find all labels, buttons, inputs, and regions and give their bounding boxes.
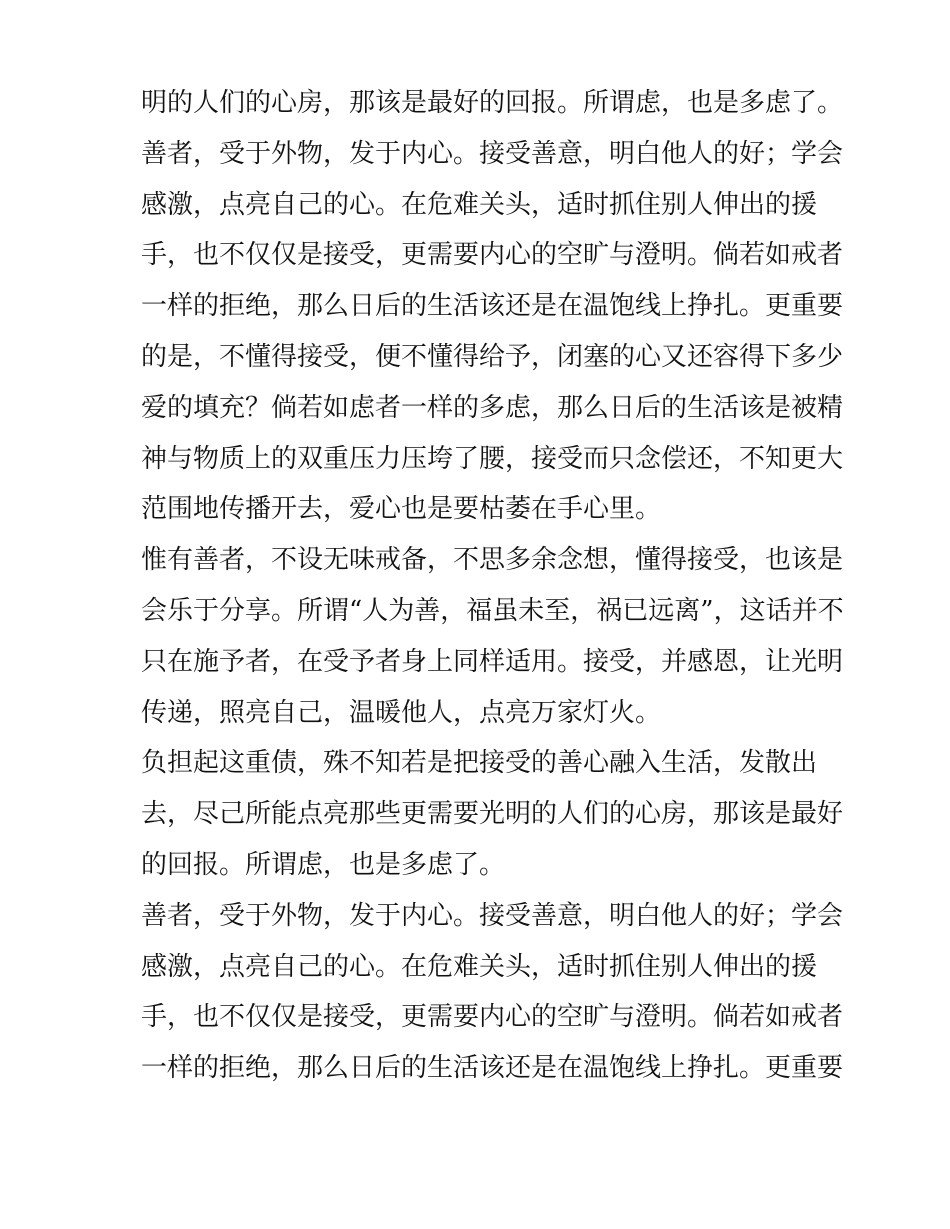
text-line: 感激，点亮自己的心。在危难关头，适时抓住别人伸出的援 [141, 189, 818, 220]
text-line: 去，尽己所能点亮那些更需要光明的人们的心房，那该是最好 [141, 799, 844, 830]
text-line: 善者，受于外物，发于内心。接受善意，明白他人的好；学会 [141, 138, 844, 169]
text-line: 负担起这重债，殊不知若是把接受的善心融入生活，发散出 [141, 748, 818, 779]
text-line: 善者，受于外物，发于内心。接受善意，明白他人的好；学会 [141, 900, 844, 931]
text-line: 只在施予者，在受予者身上同样适用。接受，并感恩，让光明 [141, 646, 844, 677]
text-line: 的是，不懂得接受，便不懂得给予，闭塞的心又还容得下多少 [141, 341, 844, 372]
text-line: 一样的拒绝，那么日后的生活该还是在温饱线上挣扎。更重要 [141, 1053, 844, 1084]
text-line: 惟有善者，不设无味戒备，不思多余念想，懂得接受，也该是 [141, 545, 844, 576]
text-line: 神与物质上的双重压力压垮了腰，接受而只念偿还，不知更大 [141, 443, 844, 474]
text-line: 传递，照亮自己，温暖他人，点亮万家灯火。 [141, 697, 662, 728]
text-line: 手，也不仅仅是接受，更需要内心的空旷与澄明。倘若如戒者 [141, 240, 844, 271]
text-line: 爱的填充？倘若如虑者一样的多虑，那么日后的生活该是被精 [141, 392, 844, 423]
text-line: 一样的拒绝，那么日后的生活该还是在温饱线上挣扎。更重要 [141, 291, 844, 322]
text-line: 明的人们的心房，那该是最好的回报。所谓虑，也是多虑了。 [141, 88, 844, 118]
text-line: 范围地传播开去，爱心也是要枯萎在手心里。 [141, 494, 662, 525]
text-line: 会乐于分享。所谓“人为善，福虽未至，祸已远离”，这话并不 [141, 595, 844, 626]
body-text [141, 78, 844, 1094]
text-line: 感激，点亮自己的心。在危难关头，适时抓住别人伸出的援 [141, 951, 818, 982]
text-line: 的回报。所谓虑，也是多虑了。 [141, 849, 506, 880]
text-line: 手，也不仅仅是接受，更需要内心的空旷与澄明。倘若如戒者 [141, 1002, 844, 1033]
